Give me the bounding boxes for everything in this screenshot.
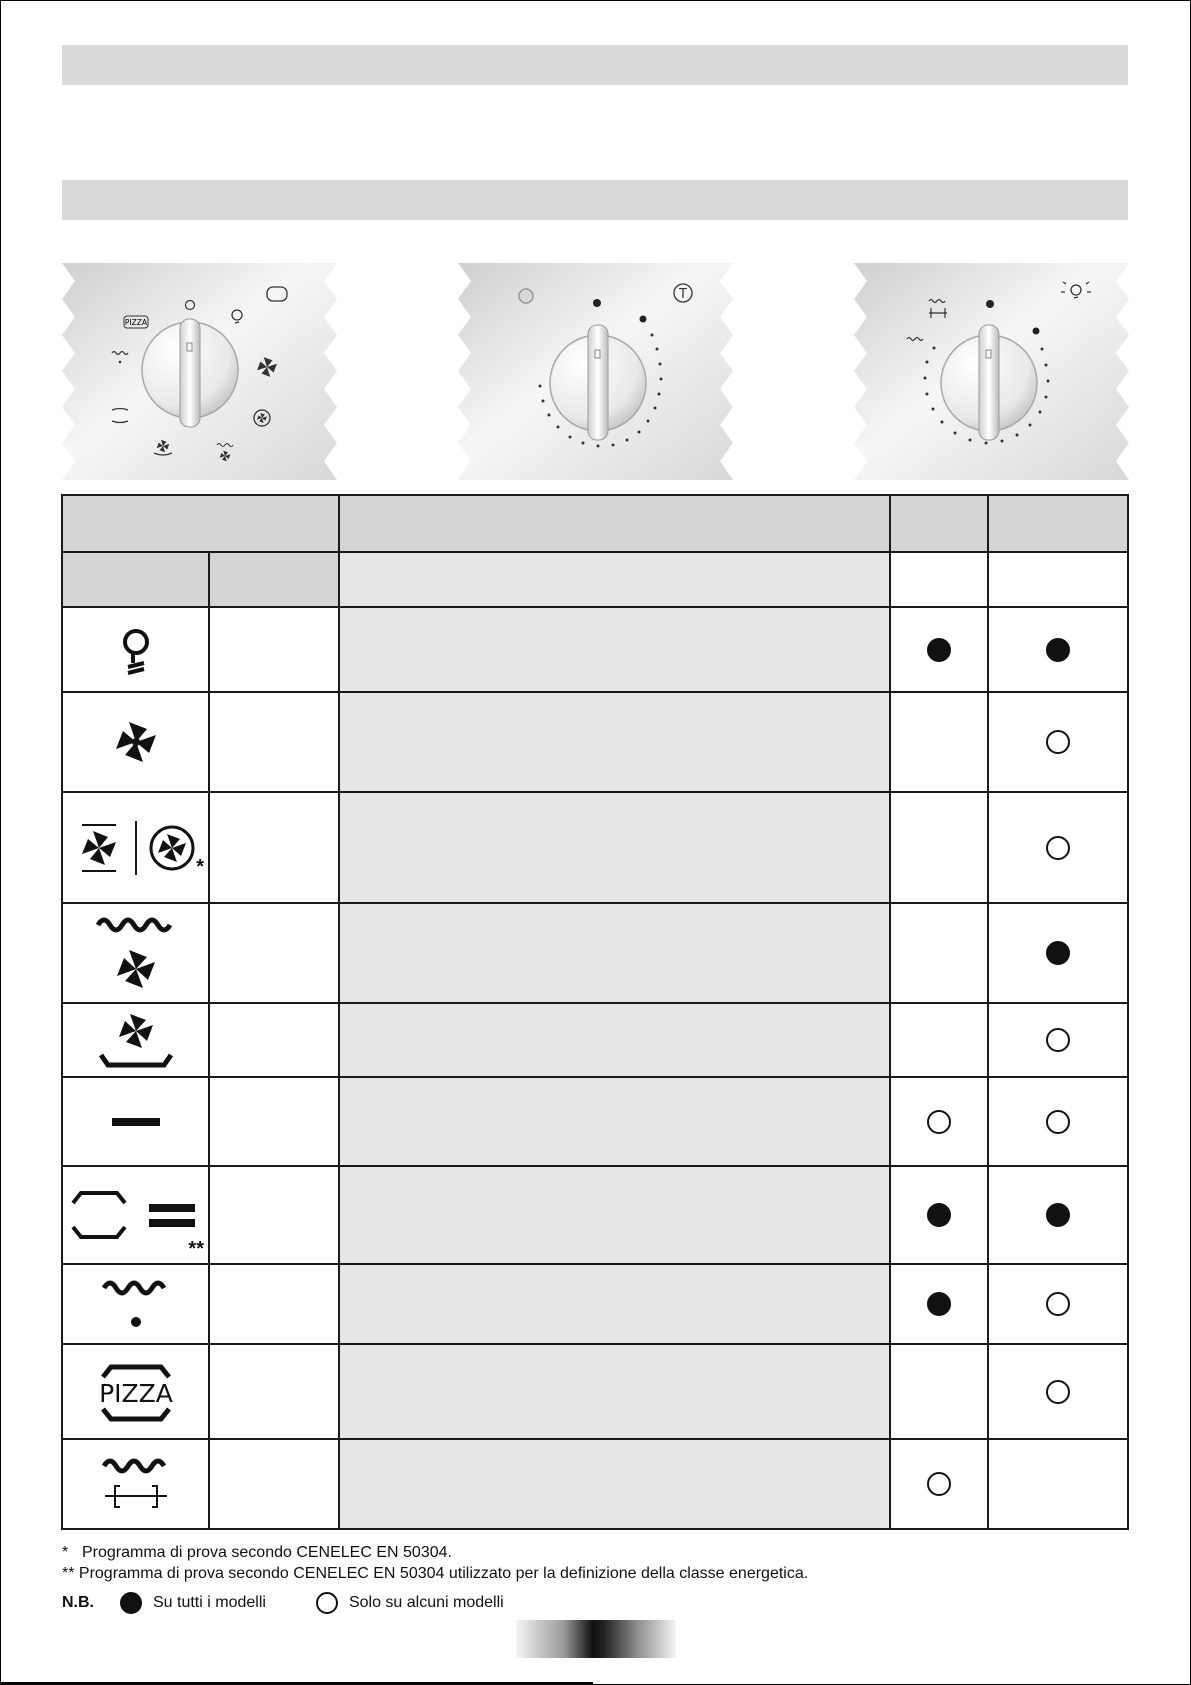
legend [62, 1592, 554, 1614]
legend-filled-dot [120, 1592, 142, 1614]
table-row [62, 692, 1128, 792]
footnote-text: Programma di prova secondo CENELEC EN 50304. [82, 1544, 452, 1561]
model-a-cell [890, 1439, 988, 1529]
temperature-cell [209, 1077, 339, 1166]
description-cell [339, 1077, 890, 1166]
description-cell [339, 792, 890, 903]
grill-small-icon [62, 1264, 209, 1344]
model-b-cell [988, 1439, 1128, 1529]
availability-open-dot [1046, 836, 1070, 860]
grill-fan-icon [62, 903, 209, 1003]
temperature-cell [209, 1439, 339, 1529]
nb-label: N.B. [62, 1594, 94, 1611]
model-b-cell [988, 1077, 1128, 1166]
table-row [62, 1264, 1128, 1344]
model-b-cell [988, 1003, 1128, 1077]
model-b-cell [988, 792, 1128, 903]
description-cell [339, 1166, 890, 1264]
temperature-cell [209, 1166, 339, 1264]
model-b-cell [988, 903, 1128, 1003]
bottom-heat-icon [62, 1077, 209, 1166]
availability-open-dot [927, 1110, 951, 1134]
temperature-cell [209, 1264, 339, 1344]
availability-filled-dot [1046, 1203, 1070, 1227]
temperature-cell [209, 607, 339, 692]
subheader-model-b [988, 552, 1128, 607]
footnote-mark: * [62, 1544, 69, 1561]
legend-open-text: Solo su alcuni modelli [348, 1594, 504, 1611]
availability-open-dot [1046, 1380, 1070, 1404]
availability-filled-dot [927, 1292, 951, 1316]
table-row [62, 1003, 1128, 1077]
temperature-cell [209, 903, 339, 1003]
svg-text:PIZZA: PIZZA [98, 1378, 173, 1408]
model-a-cell [890, 792, 988, 903]
header-description [339, 495, 890, 552]
description-cell [339, 1439, 890, 1529]
section-header-bar-top [62, 45, 1128, 85]
description-cell [339, 1264, 890, 1344]
model-b-cell [988, 1264, 1128, 1344]
fan-bottom-icon [62, 1003, 209, 1077]
availability-filled-dot [1046, 941, 1070, 965]
description-cell [339, 903, 890, 1003]
fan-icon [62, 692, 209, 792]
programs-table [61, 494, 1129, 1530]
header-model-a [890, 495, 988, 552]
model-b-cell [988, 607, 1128, 692]
footnote-text: Programma di prova secondo CENELEC EN 50304 utilizzato per la definizione della classe energetica. [78, 1565, 809, 1582]
svg-text:PIZZA: PIZZA [124, 318, 148, 327]
grill-wide-icon [62, 1439, 209, 1529]
single-star-mark: * [196, 855, 204, 878]
footnote-single-star [62, 1542, 808, 1563]
table-row [62, 1077, 1128, 1166]
model-a-cell [890, 1264, 988, 1344]
legend-open-dot [316, 1592, 338, 1614]
table-row [62, 607, 1128, 692]
model-a-cell [890, 1003, 988, 1077]
description-cell [339, 1003, 890, 1077]
model-b-cell [988, 1344, 1128, 1439]
double-star-mark: ** [188, 1238, 204, 1260]
function-knob-panel [62, 263, 337, 480]
static-heat-icon [62, 1166, 209, 1264]
availability-open-dot [927, 1472, 951, 1496]
model-a-cell [890, 903, 988, 1003]
availability-open-dot [1046, 1292, 1070, 1316]
thermostat-knob-panel [458, 263, 733, 480]
temperature-cell [209, 1344, 339, 1439]
page-number-tab [516, 1620, 676, 1658]
temperature-cell [209, 692, 339, 792]
grill-knob-panel [854, 263, 1129, 480]
svg-text:T: T [679, 287, 687, 302]
subheader-temperature [209, 552, 339, 607]
model-a-cell [890, 1344, 988, 1439]
pizza-icon [62, 1344, 209, 1439]
availability-filled-dot [1046, 638, 1070, 662]
availability-open-dot [1046, 1110, 1070, 1134]
description-cell [339, 1344, 890, 1439]
indicator-lamp [519, 289, 533, 303]
table-row [62, 1344, 1128, 1439]
model-a-cell [890, 607, 988, 692]
table-row [62, 1166, 1128, 1264]
subheader-model-a [890, 552, 988, 607]
footnotes [62, 1542, 808, 1584]
bottom-rule [0, 1682, 593, 1684]
description-cell [339, 692, 890, 792]
footnote-double-star [62, 1563, 808, 1584]
legend-filled [120, 1592, 266, 1614]
header-model-b [988, 495, 1128, 552]
temperature-cell [209, 792, 339, 903]
temperature-cell [209, 1003, 339, 1077]
legend-open [316, 1592, 504, 1614]
pizza-label-small [124, 316, 148, 328]
table-row [62, 1439, 1128, 1529]
model-a-cell [890, 692, 988, 792]
model-b-cell [988, 1166, 1128, 1264]
fan-ring-icon [62, 792, 209, 903]
model-a-cell [890, 1077, 988, 1166]
model-b-cell [988, 692, 1128, 792]
availability-open-dot [1046, 1028, 1070, 1052]
subheader-symbol [62, 552, 209, 607]
footnote-mark: ** [62, 1565, 75, 1582]
availability-open-dot [1046, 730, 1070, 754]
header-symbol-group [62, 495, 339, 552]
table-row [62, 903, 1128, 1003]
description-cell [339, 607, 890, 692]
availability-filled-dot [927, 1203, 951, 1227]
lamp-icon [62, 607, 209, 692]
section-header-bar-second [62, 180, 1128, 220]
model-a-cell [890, 1166, 988, 1264]
availability-filled-dot [927, 638, 951, 662]
legend-filled-text: Su tutti i modelli [153, 1594, 266, 1611]
subheader-description [339, 552, 890, 607]
table-row [62, 792, 1128, 903]
